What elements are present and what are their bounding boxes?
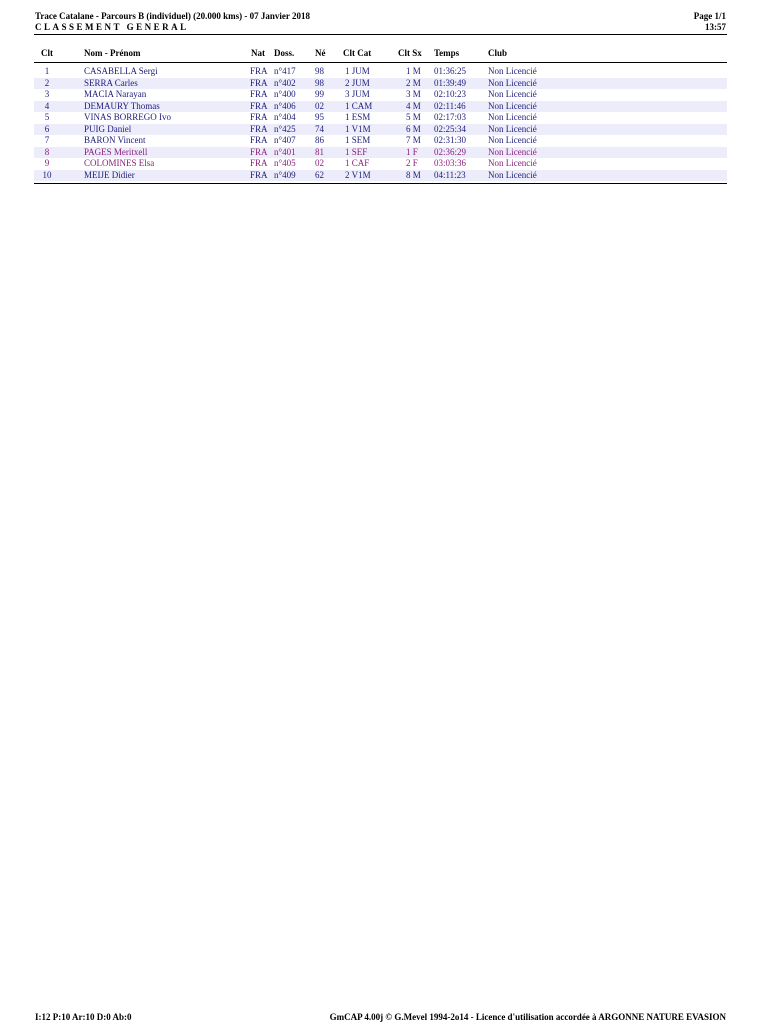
col-cltsx: Clt Sx bbox=[398, 48, 422, 58]
cell-cltcat: 2 V1M bbox=[345, 169, 371, 180]
report-subtitle: CLASSEMENT GENERAL bbox=[35, 22, 189, 32]
page-info bbox=[694, 11, 726, 33]
cell-temps: 03:03:36 bbox=[434, 158, 467, 168]
cell-cltsx: 1 M bbox=[406, 66, 421, 76]
cell-ne: 62 bbox=[315, 169, 324, 180]
cell-clt: 9 bbox=[44, 158, 50, 168]
cell-cltcat: 1 V1M bbox=[345, 123, 371, 134]
cell-nat: FRA bbox=[250, 100, 268, 111]
cell-ne: 86 bbox=[315, 135, 324, 145]
cell-cltcat: 1 ESM bbox=[345, 112, 371, 122]
cell-nat: FRA bbox=[250, 169, 268, 180]
table-top-rule bbox=[34, 62, 727, 63]
col-name: Nom - Prénom bbox=[84, 48, 141, 58]
cell-club: Non Licencié bbox=[488, 112, 537, 122]
cell-name: CASABELLA Sergi bbox=[84, 66, 158, 76]
cell-club: Non Licencié bbox=[488, 169, 537, 180]
cell-cltcat: 1 CAM bbox=[345, 100, 373, 111]
cell-ne: 98 bbox=[315, 77, 324, 88]
cell-cltsx: 1 F bbox=[406, 146, 418, 157]
cell-nat: FRA bbox=[250, 158, 268, 168]
cell-doss: n°406 bbox=[274, 100, 296, 111]
cell-clt: 2 bbox=[44, 77, 50, 88]
cell-clt: 7 bbox=[44, 135, 50, 145]
cell-doss: n°400 bbox=[274, 89, 296, 99]
cell-cltcat: 1 CAF bbox=[345, 158, 370, 168]
col-nat: Nat bbox=[251, 48, 265, 58]
col-ne: Né bbox=[315, 48, 326, 58]
col-temps: Temps bbox=[434, 48, 460, 58]
table-row bbox=[34, 135, 727, 147]
cell-ne: 02 bbox=[315, 100, 324, 111]
cell-clt: 5 bbox=[44, 112, 50, 122]
cell-doss: n°417 bbox=[274, 66, 296, 76]
col-clt: Clt bbox=[41, 48, 53, 58]
cell-cltcat: 1 JUM bbox=[345, 66, 370, 76]
table-row bbox=[34, 101, 727, 113]
cell-nat: FRA bbox=[250, 77, 268, 88]
footer-stats: I:12 P:10 Ar:10 D:0 Ab:0 bbox=[35, 1012, 132, 1022]
cell-club: Non Licencié bbox=[488, 66, 537, 76]
cell-cltsx: 2 M bbox=[406, 77, 421, 88]
cell-temps: 01:36:25 bbox=[434, 66, 467, 76]
table-bottom-rule bbox=[34, 183, 727, 184]
cell-nat: FRA bbox=[250, 112, 268, 122]
table-row bbox=[34, 89, 727, 101]
table-row bbox=[34, 78, 727, 90]
cell-nat: FRA bbox=[250, 146, 268, 157]
cell-club: Non Licencié bbox=[488, 158, 537, 168]
cell-name: PUIG Daniel bbox=[84, 123, 132, 134]
cell-club: Non Licencié bbox=[488, 100, 537, 111]
cell-ne: 99 bbox=[315, 89, 324, 99]
cell-temps: 02:25:34 bbox=[434, 123, 467, 134]
cell-doss: n°409 bbox=[274, 169, 296, 180]
cell-ne: 74 bbox=[315, 123, 324, 134]
cell-club: Non Licencié bbox=[488, 89, 537, 99]
cell-name: DEMAURY Thomas bbox=[84, 100, 160, 111]
table-row bbox=[34, 112, 727, 124]
cell-club: Non Licencié bbox=[488, 77, 537, 88]
print-time: 13:57 bbox=[705, 22, 726, 32]
col-doss: Doss. bbox=[274, 48, 295, 58]
cell-doss: n°425 bbox=[274, 123, 296, 134]
cell-name: BARON Vincent bbox=[84, 135, 146, 145]
cell-nat: FRA bbox=[250, 123, 268, 134]
cell-clt: 6 bbox=[44, 123, 50, 134]
table-row bbox=[34, 124, 727, 136]
cell-cltsx: 4 M bbox=[406, 100, 421, 111]
cell-club: Non Licencié bbox=[488, 146, 537, 157]
col-club: Club bbox=[488, 48, 508, 58]
cell-name: VINAS BORREGO Ivo bbox=[84, 112, 172, 122]
cell-cltcat: 1 SEF bbox=[345, 146, 368, 157]
cell-cltcat: 2 JUM bbox=[345, 77, 370, 88]
cell-cltcat: 3 JUM bbox=[345, 89, 370, 99]
cell-cltsx: 6 M bbox=[406, 123, 421, 134]
cell-temps: 02:11:46 bbox=[434, 100, 466, 111]
cell-club: Non Licencié bbox=[488, 135, 537, 145]
cell-ne: 98 bbox=[315, 66, 324, 76]
cell-doss: n°401 bbox=[274, 146, 296, 157]
cell-nat: FRA bbox=[250, 89, 268, 99]
cell-nat: FRA bbox=[250, 135, 268, 145]
cell-clt: 4 bbox=[44, 100, 50, 111]
cell-temps: 01:39:49 bbox=[434, 77, 467, 88]
cell-cltsx: 5 M bbox=[406, 112, 421, 122]
cell-club: Non Licencié bbox=[488, 123, 537, 134]
cell-nat: FRA bbox=[250, 66, 268, 76]
cell-ne: 81 bbox=[315, 146, 324, 157]
cell-temps: 02:10:23 bbox=[434, 89, 467, 99]
table-row bbox=[34, 170, 727, 182]
cell-clt: 10 bbox=[42, 169, 52, 180]
table-row bbox=[34, 147, 727, 159]
header-divider bbox=[34, 34, 727, 35]
cell-doss: n°404 bbox=[274, 112, 296, 122]
cell-cltcat: 1 SEM bbox=[345, 135, 371, 145]
table-row bbox=[34, 66, 727, 78]
report-header bbox=[35, 11, 310, 33]
footer-credit: GmCAP 4.00j © G.Mevel 1994-2o14 - Licence d'utilisation accordée à ARGONNE NATURE EVASION bbox=[329, 1012, 726, 1022]
table-row bbox=[34, 158, 727, 170]
cell-cltsx: 8 M bbox=[406, 169, 421, 180]
cell-doss: n°407 bbox=[274, 135, 296, 145]
cell-name: PAGES Meritxell bbox=[84, 146, 148, 157]
cell-name: MEIJE Didier bbox=[84, 169, 135, 180]
cell-cltsx: 2 F bbox=[406, 158, 418, 168]
cell-temps: 02:17:03 bbox=[434, 112, 467, 122]
cell-name: SERRA Carles bbox=[84, 77, 138, 88]
results-table bbox=[34, 66, 727, 181]
cell-temps: 04:11:23 bbox=[434, 169, 466, 180]
cell-name: MACIA Narayan bbox=[84, 89, 147, 99]
cell-clt: 3 bbox=[44, 89, 50, 99]
cell-cltsx: 3 M bbox=[406, 89, 421, 99]
cell-ne: 02 bbox=[315, 158, 324, 168]
cell-name: COLOMINES Elsa bbox=[84, 158, 155, 168]
page-number: Page 1/1 bbox=[693, 11, 726, 21]
event-title: Trace Catalane - Parcours B (individuel) (20.000 kms) - 07 Janvier 2018 bbox=[35, 11, 310, 21]
cell-clt: 8 bbox=[44, 146, 50, 157]
cell-doss: n°405 bbox=[274, 158, 296, 168]
cell-ne: 95 bbox=[315, 112, 324, 122]
col-cltcat: Clt Cat bbox=[343, 48, 372, 58]
cell-doss: n°402 bbox=[274, 77, 296, 88]
cell-cltsx: 7 M bbox=[406, 135, 421, 145]
cell-temps: 02:36:29 bbox=[434, 146, 467, 157]
cell-temps: 02:31:30 bbox=[434, 135, 467, 145]
cell-clt: 1 bbox=[44, 66, 50, 76]
